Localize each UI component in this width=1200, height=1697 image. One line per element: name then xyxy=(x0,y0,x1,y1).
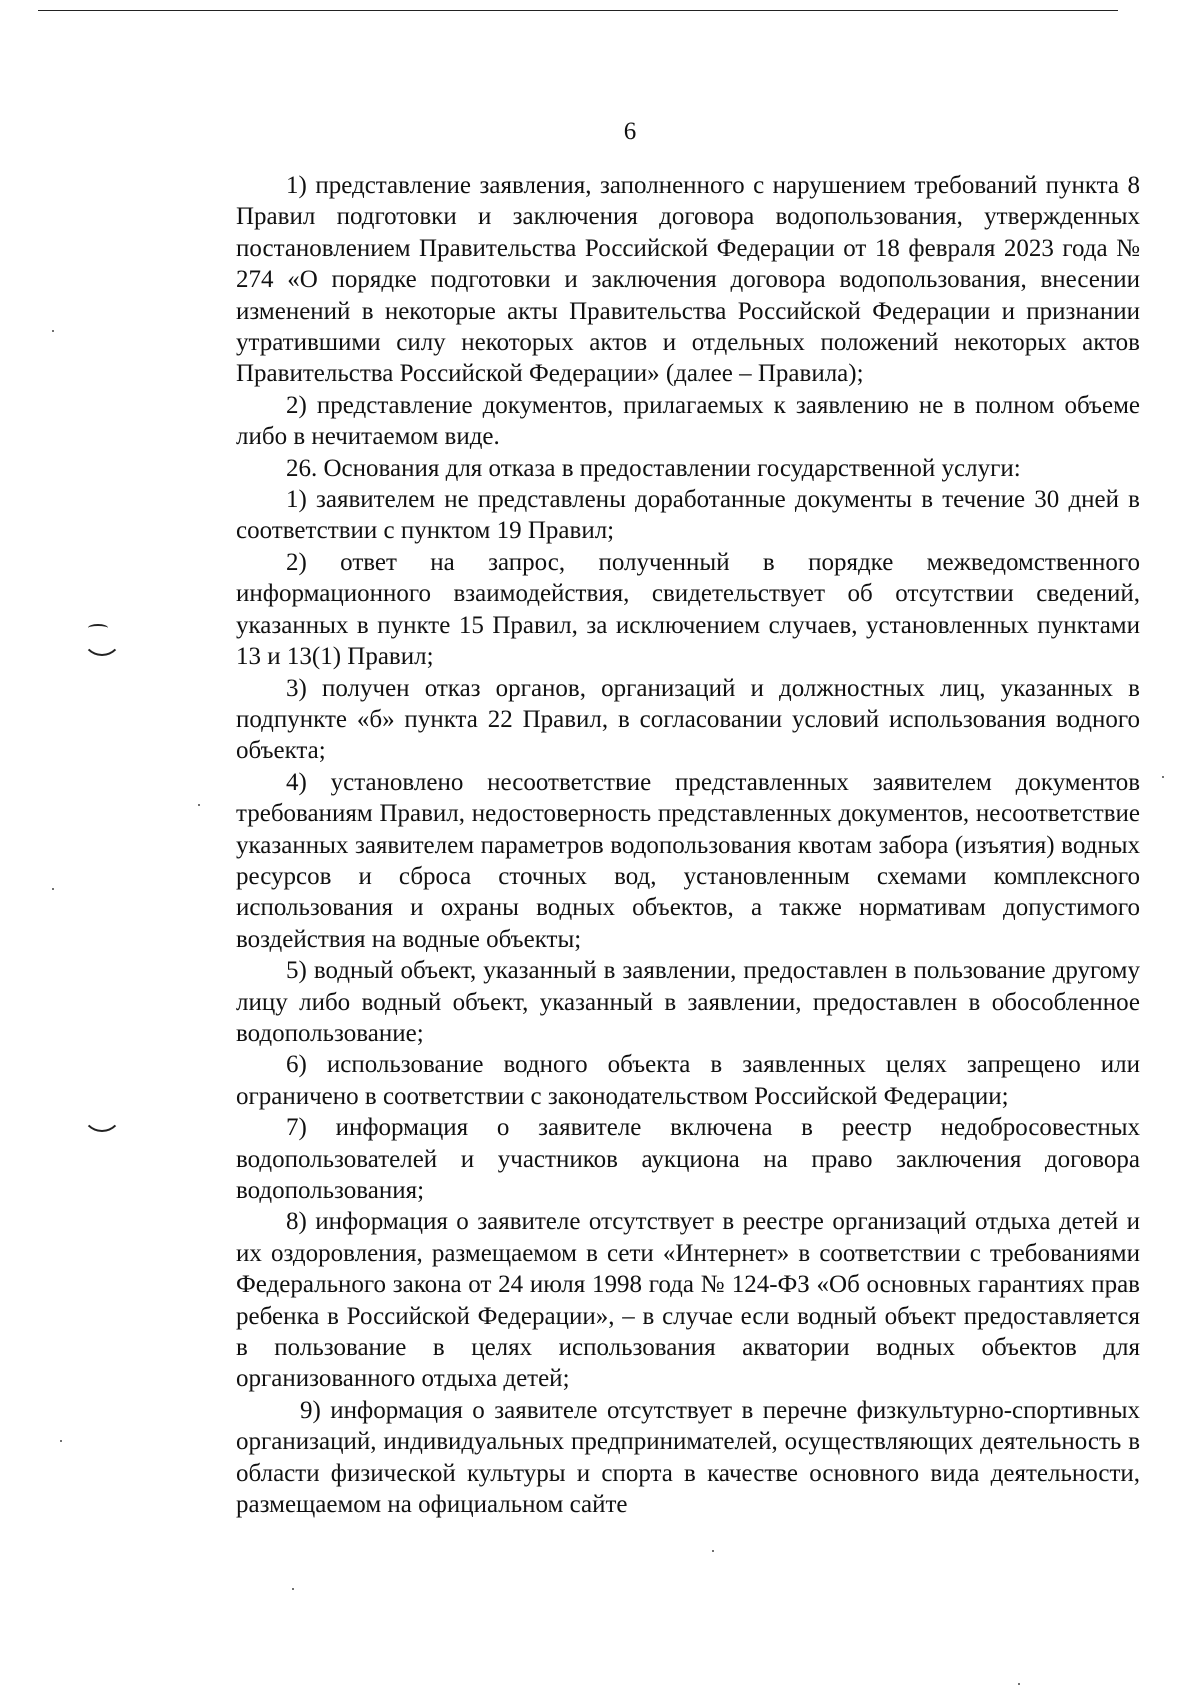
paragraph-ground-8: 8) информация о заявителе отсутствует в реестре организаций отдыха детей и их оздоровления, размещаемом в сети «Интернет» в соответствии с требованиями Федерального закона от 24 июля 1998 года № 124-ФЗ «Об основных гарантиях прав ребенка в Российской Федерации», – в случае если водный объект предоставляется в пользование в целях использования акватории водных объектов для организованного отдыха детей; xyxy=(236,1208,1140,1393)
punch-hole-mark-upper xyxy=(82,636,122,656)
scan-speck xyxy=(52,888,54,890)
punch-hole-mark-top xyxy=(88,624,108,632)
top-border-line xyxy=(38,10,1118,11)
paragraph-ground-5: 5) водный объект, указанный в заявлении, предоставлен в пользование другому лицу либо водный объект, указанный в заявлении, предоставлен в обособленное водопользование; xyxy=(236,957,1140,1047)
paragraph-ground-6: 6) использование водного объекта в заявленных целях запрещено или ограничено в соответствии с законодательством Российской Федерации; xyxy=(236,1051,1140,1110)
paragraph-ground-9: 9) информация о заявителе отсутствует в перечне физкультурно-спортивных организаций, индивидуальных предпринимателей, осуществляющих деятельность в области физической культуры и спорта в качестве основного вида деятельности, размещаемом на официальном сайте xyxy=(236,1396,1140,1519)
paragraph-ground-4: 4) установлено несоответствие представленных заявителем документов требованиям Правил, недостоверность представленных документов, несоответствие указанных заявителем параметров водопользования квотам забора (изъятия) водных ресурсов и сброса сточных вод, установленным схемами комплексного использования и охраны водных объектов, а также нормативам допустимого воздействия на водные объекты; xyxy=(236,768,1140,953)
paragraph-item-2: 2) представление документов, прилагаемых к заявлению не в полном объеме либо в нечитаемом виде. xyxy=(236,391,1140,451)
scan-speck xyxy=(52,330,54,332)
scan-speck xyxy=(1018,1683,1020,1685)
page-number: 6 xyxy=(623,118,637,145)
paragraph-ground-2: 2) ответ на запрос, полученный в порядке межведомственного информационного взаимодействия, свидетельствует об отсутствии сведений, указанных в пункте 15 Правил, за исключением случаев, установленных пунктами 13 и 13(1) Правил; xyxy=(236,548,1140,671)
paragraph-section-26: 26. Основания для отказа в предоставлении государственной услуги: xyxy=(286,454,1021,482)
punch-hole-mark-lower xyxy=(82,1112,122,1132)
scan-speck xyxy=(60,1440,62,1442)
scan-speck xyxy=(712,1550,714,1552)
scan-speck xyxy=(1162,776,1164,778)
paragraph-item-1: 1) представление заявления, заполненного с нарушением требований пункта 8 Правил подготовки и заключения договора водопользования, утвержденных постановлением Правительства Российской Федерации от 18 февраля 2023 года № 274 «О порядке подготовки и заключения договора водопользования, внесении изменений в некоторые акты Правительства Российской Федерации и признании утратившими силу некоторых актов и отдельных положений некоторых актов Правительства Российской Федерации» (далее – Правила); xyxy=(236,172,1140,388)
paragraph-ground-3: 3) получен отказ органов, организаций и должностных лиц, указанных в подпункте «б» пункта 22 Правил, в согласовании условий использования водного объекта; xyxy=(236,674,1140,765)
paragraph-ground-1: 1) заявителем не представлены доработанные документы в течение 30 дней в соответствии с пунктом 19 Правил; xyxy=(236,486,1140,545)
paragraph-ground-7: 7) информация о заявителе включена в реестр недобросовестных водопользователей и участников аукциона на право заключения договора водопользования; xyxy=(236,1114,1140,1204)
scan-speck xyxy=(198,804,200,806)
scan-speck xyxy=(292,1588,294,1590)
document-body xyxy=(236,170,1140,1520)
